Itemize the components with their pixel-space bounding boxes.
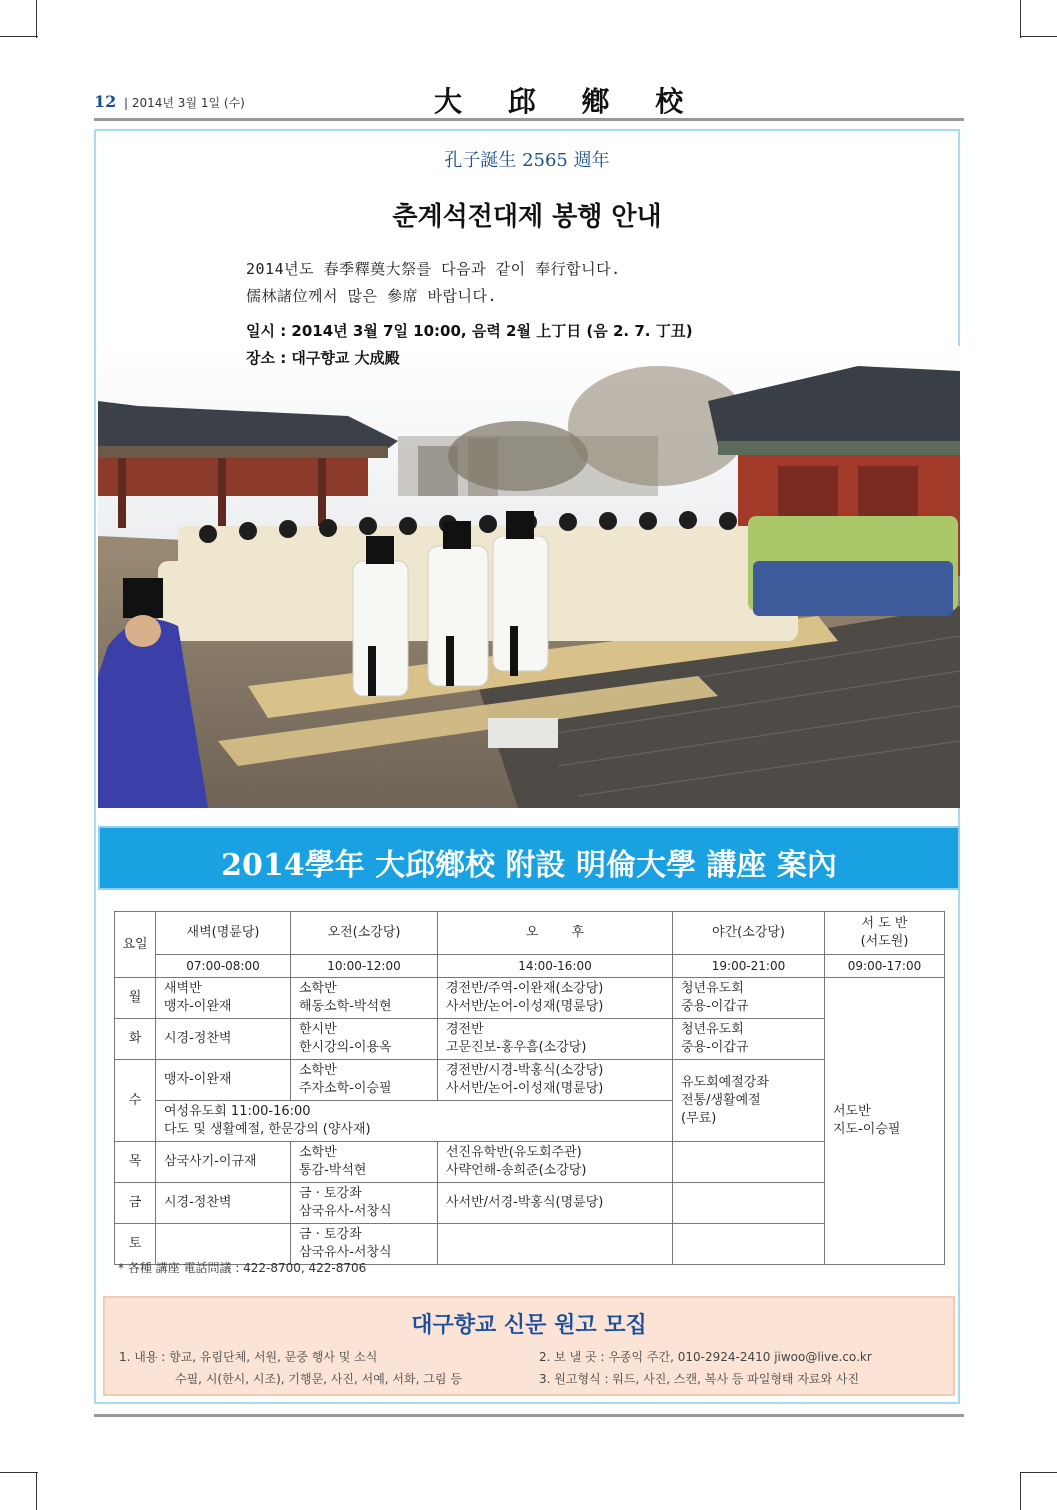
table-row — [115, 1142, 945, 1183]
cell-line: 지도-이승필 — [833, 1122, 901, 1137]
crop-mark — [0, 36, 38, 37]
cell-line: 소학반 — [299, 1145, 337, 1160]
time-afternoon: 14:00-16:00 — [438, 955, 673, 978]
header-rule — [94, 118, 964, 121]
cell-line: 사서반/논어-이성재(명륜당) — [446, 999, 604, 1014]
crop-mark — [1020, 1472, 1057, 1473]
header-day: 요일 — [115, 912, 156, 978]
event-location: 장소 : 대구향교 大成殿 — [246, 349, 400, 367]
cell-line: (무료) — [681, 1110, 717, 1126]
table-cell — [156, 1101, 673, 1142]
table-row — [115, 1183, 945, 1224]
recruit-box — [103, 1296, 955, 1396]
recruit-content: 1. 내용 : 향교, 유림단체, 서원, 문중 행사 및 소식 — [119, 1350, 378, 1364]
day-label: 토 — [115, 1224, 156, 1265]
crop-mark — [36, 0, 37, 38]
table-cell: 시경-정찬벽 — [156, 1183, 291, 1224]
recruit-title: 대구향교 신문 원고 모집 — [411, 1313, 647, 1338]
table-row — [115, 1019, 945, 1060]
day-label: 월 — [115, 978, 156, 1019]
day-label: 목 — [115, 1142, 156, 1183]
page-number: 12 — [94, 92, 117, 111]
table-cell — [291, 1142, 438, 1183]
header-calligraphy-line: 서 도 반 — [861, 916, 908, 931]
cell-line: 삼국유사-서창식 — [299, 1204, 392, 1219]
cell-line: 새벽반 — [164, 981, 202, 996]
table-row — [115, 978, 945, 1019]
time-evening: 19:00-21:00 — [673, 955, 825, 978]
table-cell — [156, 978, 291, 1019]
header-calligraphy-line: (서도원) — [860, 934, 909, 949]
cell-line: 유도회예절강좌 — [681, 1074, 769, 1090]
header-dawn: 새벽(명륜당) — [156, 912, 291, 955]
table-cell — [438, 1142, 673, 1183]
table-cell — [291, 978, 438, 1019]
cell-line: 삼국유사-서창식 — [299, 1245, 392, 1260]
table-cell — [673, 1142, 825, 1183]
table-cell — [673, 1183, 825, 1224]
page-header — [94, 80, 964, 120]
announcement-line: 2014년도 春季釋奠大祭를 다음과 같이 奉行합니다. — [246, 260, 621, 278]
cell-line: 사서반/논어-이성재(명륜당) — [446, 1081, 604, 1096]
cell-line: 한시강의-이용옥 — [299, 1040, 392, 1055]
event-datetime: 일시 : 2014년 3월 7일 10:00, 음력 2월 上丁日 (음 2. 7. 丁丑) — [246, 322, 693, 340]
cell-line: 여성유도회 11:00-16:00 — [164, 1104, 311, 1119]
cell-line: 해동소학-박석현 — [299, 999, 392, 1014]
cell-line: 주자소학-이승필 — [299, 1081, 392, 1096]
table-cell: 시경-정찬벽 — [156, 1019, 291, 1060]
time-calligraphy: 09:00-17:00 — [825, 955, 945, 978]
cell-line: 전통/생활예절 — [681, 1092, 761, 1108]
cell-line: 금 · 토강좌 — [299, 1186, 362, 1201]
cell-line: 맹자-이완재 — [164, 999, 232, 1014]
masthead: 大 邱 鄕 校 — [434, 85, 702, 118]
cell-line: 서도반 — [833, 1104, 871, 1119]
table-cell — [673, 1224, 825, 1265]
table-cell — [673, 1060, 825, 1142]
announcement-subtitle: 孔子誕生 2565 週年 — [444, 150, 610, 171]
cell-line: 선진유학반(유도회주관) — [446, 1145, 582, 1160]
cell-line: 소학반 — [299, 981, 337, 996]
table-cell — [291, 1183, 438, 1224]
day-label: 금 — [115, 1183, 156, 1224]
table-cell — [673, 1019, 825, 1060]
cell-line: 금 · 토강좌 — [299, 1227, 362, 1242]
recruit-send-to: 2. 보 낼 곳 : 우종익 주간, 010-2924-2410 jiwoo@live.co.kr — [539, 1350, 872, 1364]
recruit-content: 수필, 시(한시, 시조), 기행문, 사진, 서예, 서화, 그림 등 — [175, 1372, 462, 1386]
announcement-line: 儒林諸位께서 많은 參席 바랍니다. — [246, 287, 498, 305]
cell-line: 다도 및 생활예절, 한문강의 (양사재) — [164, 1122, 371, 1137]
cell-line: 청년유도회 — [681, 981, 744, 996]
table-time-row — [115, 955, 945, 978]
crop-mark — [1020, 36, 1057, 37]
lecture-banner — [98, 826, 960, 890]
table-cell — [291, 1019, 438, 1060]
cell-line: 경전반 — [446, 1022, 484, 1037]
footer-rule — [94, 1414, 964, 1417]
ceremony-photo — [98, 346, 960, 808]
crop-mark — [1020, 0, 1021, 38]
announcement-title: 춘계석전대제 봉행 안내 — [392, 202, 662, 232]
crop-mark — [36, 1472, 37, 1510]
time-dawn: 07:00-08:00 — [156, 955, 291, 978]
lecture-schedule-table — [114, 911, 945, 1265]
table-cell — [438, 1224, 673, 1265]
header-calligraphy — [825, 912, 945, 955]
recruit-format: 3. 원고형식 : 워드, 사진, 스캔, 복사 등 파일형태 자료와 사진 — [539, 1372, 860, 1386]
header-afternoon: 오 후 — [438, 912, 673, 955]
day-label: 화 — [115, 1019, 156, 1060]
table-row — [115, 1060, 945, 1101]
cell-line: 한시반 — [299, 1022, 337, 1037]
cell-line: 경전반/시경-박홍식(소강당) — [446, 1063, 604, 1078]
cell-line: 통감-박석현 — [299, 1163, 367, 1178]
header-evening: 야간(소강당) — [673, 912, 825, 955]
cell-line: 청년유도회 — [681, 1022, 744, 1037]
table-cell — [438, 978, 673, 1019]
table-cell — [291, 1060, 438, 1101]
time-morning: 10:00-12:00 — [291, 955, 438, 978]
table-cell: 맹자-이완재 — [156, 1060, 291, 1101]
day-label: 수 — [115, 1060, 156, 1142]
issue-date: | 2014년 3월 1일 (수) — [124, 96, 245, 110]
table-cell — [673, 978, 825, 1019]
table-cell — [438, 1060, 673, 1101]
table-header-row — [115, 912, 945, 955]
table-cell: 사서반/서경-박홍식(명륜당) — [438, 1183, 673, 1224]
phone-note: * 各種 講座 電話問議 : 422-8700, 422-8706 — [118, 1261, 367, 1275]
cell-line: 소학반 — [299, 1063, 337, 1078]
crop-mark — [0, 1472, 38, 1473]
crop-mark — [1020, 1472, 1021, 1510]
banner-title: 2014學年 大邱鄕校 附設 明倫大學 講座 案內 — [221, 848, 837, 883]
cell-line: 사략언해-송희준(소강당) — [446, 1163, 587, 1178]
calligraphy-cell — [825, 978, 945, 1265]
table-cell — [438, 1019, 673, 1060]
cell-line: 경전반/주역-이완재(소강당) — [446, 981, 604, 996]
header-morning: 오전(소강당) — [291, 912, 438, 955]
cell-line: 고문진보-홍우흠(소강당) — [446, 1040, 587, 1055]
cell-line: 중용-이갑규 — [681, 1040, 749, 1055]
cell-line: 중용-이갑규 — [681, 999, 749, 1014]
table-cell: 삼국사기-이규재 — [156, 1142, 291, 1183]
